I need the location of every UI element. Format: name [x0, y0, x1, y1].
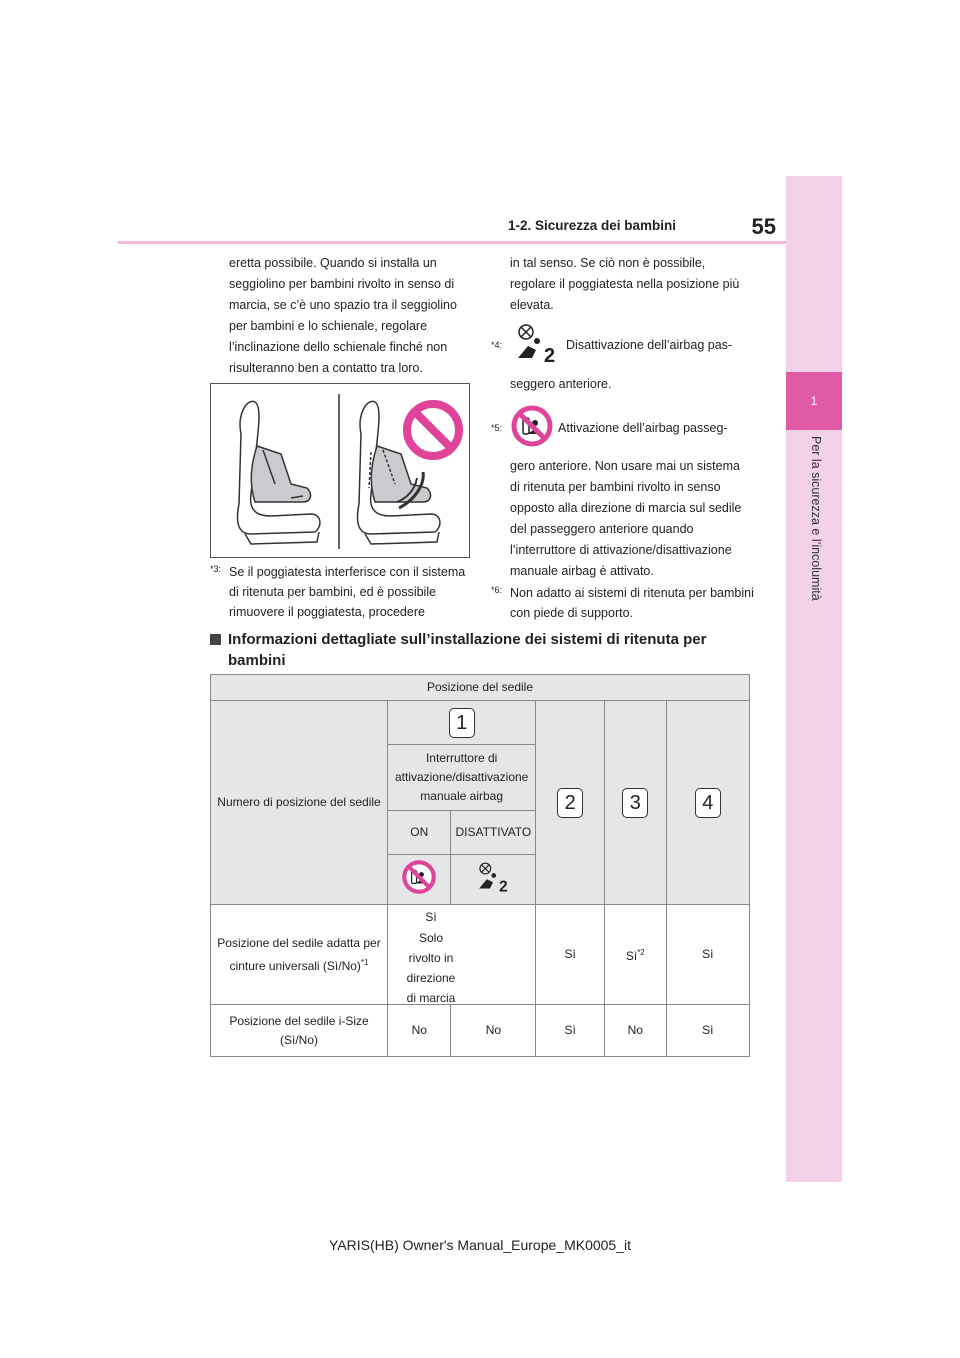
seat-forward-icon — [238, 401, 320, 544]
isize-value-2: No — [451, 1005, 536, 1057]
isize-value-4: No — [605, 1005, 666, 1057]
seat-number-3: 3 — [622, 788, 648, 818]
universal-seat4-value: Sì — [666, 905, 749, 1005]
universal-seat3-mark: *2 — [637, 948, 645, 957]
on-icon-cell — [388, 855, 451, 905]
universal-seat3-value: Sì — [625, 949, 638, 963]
page-number: 55 — [751, 214, 776, 239]
switch-on-label: ON — [388, 811, 451, 855]
seat-2-cell — [536, 701, 605, 905]
footnote-5-text-b: gero anteriore. Non usare mai un sistema di ritenuta per bambini rivolto in senso opposto alla direzione di marcia sul sedile del passeggero anteriore quando l’interruttore di attivazione/disattivazione manuale airbag è attivato. — [510, 459, 742, 578]
footnote-4 — [491, 322, 732, 367]
chapter-title: Per la sicurezza e l’incolumità — [809, 436, 823, 601]
switch-off-label: DISATTIVATO — [451, 811, 536, 855]
airbag-off-icon — [510, 322, 562, 367]
isize-value-3: Sì — [536, 1005, 605, 1057]
footnote-6-mark: *6: — [491, 585, 503, 595]
footnote-3-text: Se il poggiatesta interferisce con il sistema di ritenuta per bambini, ed è possibile rimuovere il poggiatesta, procedere — [229, 565, 466, 619]
seat-number-4: 4 — [695, 788, 721, 818]
airbag-on-prohibited-icon — [510, 404, 554, 451]
airbag-off-icon — [473, 860, 513, 894]
child-seat-illustration — [210, 383, 470, 558]
isize-value-5: Sì — [666, 1005, 749, 1057]
svg-text:2: 2 — [544, 345, 556, 364]
airbag-on-prohibited-icon — [401, 859, 437, 895]
footnote-3 — [210, 562, 470, 622]
svg-text:2: 2 — [499, 878, 509, 894]
section-heading — [210, 629, 755, 671]
header-divider — [118, 241, 786, 244]
seat-number-2: 2 — [557, 788, 583, 818]
universal-on-value: Sì — [425, 910, 437, 924]
footnote-5-text-a: Attivazione dell’airbag passeg- — [558, 420, 728, 435]
seat-1-cell — [388, 701, 536, 745]
universal-seat3-cell — [605, 905, 666, 1005]
universal-off-value: Solo rivolto in direzione di marcia — [406, 931, 456, 1005]
footnote-6-text: Non adatto ai sistemi di ritenuta per bambini con piede di supporto. — [510, 586, 754, 620]
position-number-label: Numero di posizione del sedile — [211, 701, 388, 905]
isize-label: Posizione del sedile i-Size (Sì/No) — [211, 1005, 388, 1057]
seat-3-cell — [605, 701, 666, 905]
footnote-5-mark: *5: — [491, 422, 503, 433]
universal-belt-mark: *1 — [360, 957, 369, 967]
universal-belt-label — [211, 905, 388, 1005]
footer-manual-id: YARIS(HB) Owner's Manual_Europe_MK0005_it — [329, 1237, 631, 1253]
footnote-4-text-a: Disattivazione dell’airbag pas- — [566, 337, 733, 352]
installation-table — [210, 674, 750, 1057]
seat-number-1: 1 — [449, 708, 475, 738]
footnote-5 — [491, 404, 728, 451]
footnote-4-text-b: seggero anteriore. — [510, 377, 612, 391]
universal-seat2-value: Sì — [536, 905, 605, 1005]
seat-4-cell — [666, 701, 749, 905]
footnote-6 — [491, 583, 755, 623]
square-bullet-icon — [210, 634, 221, 645]
section-heading-text: Informazioni dettagliate sull’installazione dei sistemi di ritenuta per bambini — [228, 631, 707, 669]
chapter-side-tab — [786, 176, 842, 1182]
footnote-4-mark: *4: — [491, 339, 503, 350]
airbag-switch-label: Interruttore di attivazione/disattivazione manuale airbag — [388, 745, 536, 811]
isize-value-1: No — [388, 1005, 451, 1057]
universal-belt-text: Posizione del sedile adatta per cinture universali (Sì/No) — [217, 935, 381, 973]
prohibition-icon — [407, 404, 459, 456]
right-paragraph: in tal senso. Se ciò non è possibile, regolare il poggiatesta nella posizione più elevata. — [510, 256, 740, 312]
off-icon-cell — [451, 855, 536, 905]
section-title: 1-2. Sicurezza dei bambini — [508, 218, 677, 233]
footnote-3-mark: *3: — [210, 564, 222, 574]
left-paragraph: eretta possibile. Quando si installa un seggiolino per bambini rivolto in senso di marcia, se c’è uno spazio tra il seggiolino per bambini e lo schienale, regolare l’inclinazione dello schienale finché non risulteranno ben a contatto tra loro. — [229, 256, 457, 375]
table-title: Posizione del sedile — [211, 675, 750, 701]
chapter-number: 1 — [786, 372, 842, 430]
